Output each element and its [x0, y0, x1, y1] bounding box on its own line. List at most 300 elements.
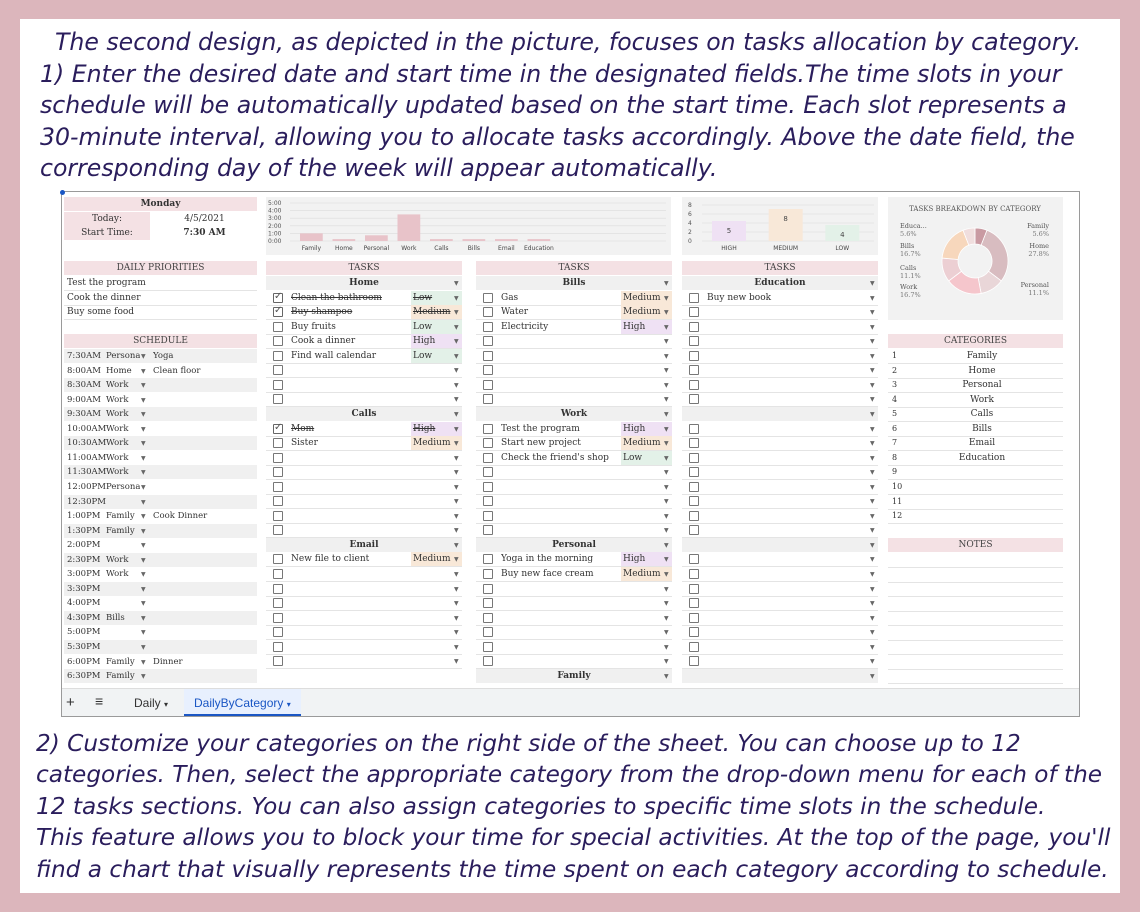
dropdown-arrow-icon[interactable]: ▼	[141, 498, 146, 506]
task-checkbox[interactable]	[483, 293, 493, 303]
dropdown-arrow-icon[interactable]: ▼	[141, 527, 146, 535]
schedule-category[interactable]: Work	[106, 438, 129, 449]
task-text[interactable]	[291, 582, 409, 596]
dropdown-arrow-icon[interactable]: ▼	[870, 498, 875, 506]
dropdown-arrow-icon[interactable]: ▼	[870, 367, 875, 375]
dropdown-arrow-icon[interactable]: ▼	[870, 512, 875, 520]
task-text[interactable]	[501, 392, 619, 406]
dropdown-arrow-icon[interactable]: ▼	[454, 512, 459, 520]
dropdown-arrow-icon[interactable]: ▼	[664, 280, 669, 287]
task-checkbox[interactable]	[689, 380, 699, 390]
dropdown-arrow-icon[interactable]: ▼	[664, 541, 669, 549]
dropdown-arrow-icon[interactable]: ▼	[664, 309, 669, 317]
dropdown-arrow-icon[interactable]: ▼	[664, 323, 669, 331]
dropdown-arrow-icon[interactable]: ▼	[664, 483, 669, 491]
dropdown-arrow-icon[interactable]: ▼	[870, 309, 875, 317]
dropdown-arrow-icon[interactable]: ▼	[870, 396, 875, 404]
schedule-category[interactable]	[106, 596, 140, 610]
task-checkbox[interactable]	[689, 322, 699, 332]
task-text[interactable]	[291, 640, 409, 654]
task-checkbox[interactable]	[483, 438, 493, 448]
schedule-task[interactable]	[153, 465, 257, 479]
dropdown-arrow-icon[interactable]: ▼	[454, 338, 459, 346]
task-text[interactable]	[707, 611, 825, 625]
task-text[interactable]	[291, 625, 409, 639]
task-text[interactable]	[291, 494, 409, 508]
task-text[interactable]	[707, 509, 825, 523]
task-checkbox[interactable]	[689, 525, 699, 535]
task-text[interactable]: Buy fruits	[291, 321, 336, 332]
task-checkbox[interactable]	[273, 569, 283, 579]
dropdown-arrow-icon[interactable]: ▼	[664, 658, 669, 666]
schedule-task[interactable]	[153, 524, 257, 538]
category-name[interactable]: Bills	[972, 423, 992, 434]
dropdown-arrow-icon[interactable]: ▼	[870, 454, 875, 462]
task-checkbox[interactable]	[689, 584, 699, 594]
task-text[interactable]	[707, 625, 825, 639]
dropdown-arrow-icon[interactable]: ▼	[664, 629, 669, 637]
task-checkbox[interactable]	[273, 525, 283, 535]
task-checkbox[interactable]	[689, 293, 699, 303]
section-category[interactable]	[682, 669, 878, 683]
schedule-task[interactable]: Dinner	[153, 656, 183, 667]
task-text[interactable]	[707, 494, 825, 508]
task-checkbox[interactable]	[273, 467, 283, 477]
dropdown-arrow-icon[interactable]: ▼	[454, 483, 459, 491]
task-checkbox[interactable]	[483, 511, 493, 521]
task-text[interactable]	[501, 334, 619, 348]
task-checkbox[interactable]	[689, 642, 699, 652]
task-checkbox[interactable]	[273, 482, 283, 492]
dropdown-arrow-icon[interactable]: ▼	[870, 585, 875, 593]
task-checkbox[interactable]	[273, 293, 283, 303]
dropdown-arrow-icon[interactable]: ▼	[664, 600, 669, 608]
task-checkbox[interactable]	[273, 642, 283, 652]
schedule-task[interactable]	[153, 582, 257, 596]
dropdown-arrow-icon[interactable]: ▼	[141, 600, 146, 608]
category-name[interactable]	[912, 495, 1052, 509]
task-checkbox[interactable]	[689, 351, 699, 361]
schedule-task[interactable]	[153, 495, 257, 509]
task-text[interactable]: Test the program	[501, 423, 580, 434]
dropdown-arrow-icon[interactable]: ▼	[870, 381, 875, 389]
schedule-task[interactable]: Clean floor	[153, 365, 201, 376]
schedule-task[interactable]	[153, 640, 257, 654]
dropdown-arrow-icon[interactable]: ▼	[454, 367, 459, 375]
dropdown-arrow-icon[interactable]: ▼	[870, 469, 875, 477]
task-text[interactable]	[501, 349, 619, 363]
schedule-task[interactable]	[153, 422, 257, 436]
task-text[interactable]	[291, 378, 409, 392]
task-checkbox[interactable]	[483, 322, 493, 332]
schedule-task[interactable]	[153, 436, 257, 450]
task-text[interactable]	[707, 640, 825, 654]
task-text[interactable]: Cook a dinner	[291, 336, 356, 347]
task-checkbox[interactable]	[483, 351, 493, 361]
dropdown-arrow-icon[interactable]: ▼	[141, 396, 146, 404]
task-text[interactable]	[501, 611, 619, 625]
section-category[interactable]: Personal	[552, 539, 596, 550]
task-checkbox[interactable]	[689, 496, 699, 506]
task-text[interactable]	[291, 596, 409, 610]
task-text[interactable]	[501, 378, 619, 392]
task-priority[interactable]: Medium	[621, 567, 672, 581]
dropdown-arrow-icon[interactable]: ▼	[664, 410, 669, 418]
dropdown-arrow-icon[interactable]: ▼	[454, 425, 459, 433]
tab-daily[interactable]	[134, 696, 168, 710]
dropdown-arrow-icon[interactable]: ▼	[141, 411, 146, 419]
dropdown-arrow-icon[interactable]: ▼	[664, 614, 669, 622]
dropdown-arrow-icon[interactable]: ▼	[454, 643, 459, 651]
task-text[interactable]	[501, 494, 619, 508]
task-text[interactable]	[707, 378, 825, 392]
section-category[interactable]	[682, 538, 878, 552]
task-text[interactable]	[707, 465, 825, 479]
dropdown-arrow-icon[interactable]: ▼	[141, 614, 146, 622]
task-checkbox[interactable]	[689, 569, 699, 579]
task-checkbox[interactable]	[273, 496, 283, 506]
task-checkbox[interactable]	[689, 453, 699, 463]
schedule-task[interactable]	[153, 378, 257, 392]
task-checkbox[interactable]	[273, 365, 283, 375]
task-text[interactable]: Buy new book	[707, 292, 772, 303]
task-text[interactable]	[501, 363, 619, 377]
task-text[interactable]	[707, 451, 825, 465]
task-checkbox[interactable]	[689, 336, 699, 346]
dropdown-arrow-icon[interactable]: ▼	[141, 585, 146, 593]
section-category[interactable]	[682, 407, 878, 421]
dropdown-arrow-icon[interactable]: ▼	[870, 294, 875, 302]
dropdown-arrow-icon[interactable]: ▼	[664, 396, 669, 404]
task-text[interactable]	[707, 523, 825, 537]
task-checkbox[interactable]	[273, 598, 283, 608]
dropdown-arrow-icon[interactable]: ▼	[454, 527, 459, 535]
dropdown-arrow-icon[interactable]: ▼	[870, 600, 875, 608]
dropdown-arrow-icon[interactable]: ▼	[141, 629, 146, 637]
section-category[interactable]: Family	[557, 670, 591, 681]
task-checkbox[interactable]	[273, 511, 283, 521]
schedule-category[interactable]: Work	[106, 423, 129, 434]
task-text[interactable]	[707, 320, 825, 334]
task-checkbox[interactable]	[273, 554, 283, 564]
task-text[interactable]: Start new project	[501, 438, 581, 449]
dropdown-arrow-icon[interactable]: ▼	[664, 571, 669, 578]
dropdown-arrow-icon[interactable]: ▼	[664, 643, 669, 651]
task-text[interactable]	[291, 611, 409, 625]
task-text[interactable]	[291, 567, 409, 581]
dropdown-arrow-icon[interactable]: ▼	[141, 425, 146, 433]
task-checkbox[interactable]	[483, 496, 493, 506]
schedule-task[interactable]	[153, 407, 257, 421]
schedule-category[interactable]	[106, 495, 140, 509]
dropdown-arrow-icon[interactable]: ▼	[870, 425, 875, 433]
task-text[interactable]: Buy shampoo	[291, 307, 353, 318]
schedule-category[interactable]: Family	[106, 656, 135, 667]
dropdown-arrow-icon[interactable]: ▼	[870, 614, 875, 622]
section-category[interactable]: Bills	[562, 278, 586, 288]
schedule-category[interactable]: Family	[106, 671, 135, 682]
dropdown-arrow-icon[interactable]: ▼	[141, 454, 146, 462]
task-checkbox[interactable]	[483, 380, 493, 390]
task-checkbox[interactable]	[273, 453, 283, 463]
task-checkbox[interactable]	[483, 598, 493, 608]
schedule-category[interactable]: Bills	[106, 612, 125, 623]
task-priority[interactable]: Low	[411, 320, 462, 334]
dropdown-arrow-icon[interactable]: ▼	[870, 629, 875, 637]
category-name[interactable]: Work	[970, 394, 994, 405]
section-category[interactable]: Calls	[351, 408, 377, 419]
dropdown-arrow-icon[interactable]: ▼	[454, 600, 459, 608]
tab-daily-dropdown-icon[interactable]: ▾	[164, 700, 169, 709]
dropdown-arrow-icon[interactable]: ▼	[664, 440, 669, 448]
schedule-task[interactable]	[153, 553, 257, 567]
task-text[interactable]: Buy new face cream	[501, 569, 594, 579]
task-text[interactable]	[707, 334, 825, 348]
task-checkbox[interactable]	[483, 627, 493, 637]
task-checkbox[interactable]	[689, 554, 699, 564]
task-text[interactable]: Check the friend's shop	[501, 452, 609, 463]
task-checkbox[interactable]	[483, 365, 493, 375]
dropdown-arrow-icon[interactable]: ▼	[454, 309, 459, 317]
schedule-task[interactable]	[153, 567, 257, 581]
task-text[interactable]	[707, 567, 825, 581]
schedule-category[interactable]: Work	[106, 569, 129, 580]
task-text[interactable]	[501, 480, 619, 494]
dropdown-arrow-icon[interactable]: ▼	[664, 469, 669, 477]
dropdown-arrow-icon[interactable]: ▼	[141, 469, 146, 477]
dropdown-arrow-icon[interactable]: ▼	[870, 410, 875, 418]
task-checkbox[interactable]	[273, 351, 283, 361]
task-text[interactable]	[291, 392, 409, 406]
task-text[interactable]	[707, 654, 825, 668]
task-priority[interactable]: Medium	[621, 291, 672, 305]
dropdown-arrow-icon[interactable]: ▼	[454, 454, 459, 462]
dropdown-arrow-icon[interactable]: ▼	[141, 483, 146, 491]
task-checkbox[interactable]	[483, 394, 493, 404]
task-text[interactable]	[291, 509, 409, 523]
schedule-task[interactable]	[153, 611, 257, 625]
dropdown-arrow-icon[interactable]: ▼	[664, 425, 669, 433]
task-text[interactable]	[501, 509, 619, 523]
task-checkbox[interactable]	[483, 467, 493, 477]
dropdown-arrow-icon[interactable]: ▼	[454, 410, 459, 418]
task-checkbox[interactable]	[483, 424, 493, 434]
task-text[interactable]: Gas	[501, 292, 519, 303]
task-priority[interactable]: Low	[411, 349, 462, 363]
dropdown-arrow-icon[interactable]: ▼	[141, 353, 146, 360]
task-text[interactable]	[707, 349, 825, 363]
task-text[interactable]	[707, 363, 825, 377]
task-checkbox[interactable]	[483, 453, 493, 463]
task-checkbox[interactable]	[689, 394, 699, 404]
task-text[interactable]	[501, 596, 619, 610]
task-priority[interactable]: High	[621, 552, 672, 566]
task-text[interactable]: Clean the bathroom	[291, 292, 382, 303]
category-name[interactable]: Family	[966, 351, 998, 361]
task-checkbox[interactable]	[483, 569, 493, 579]
today-value[interactable]: 4/5/2021	[184, 214, 225, 224]
dropdown-arrow-icon[interactable]: ▼	[870, 323, 875, 331]
dropdown-arrow-icon[interactable]: ▼	[664, 338, 669, 346]
dropdown-arrow-icon[interactable]: ▼	[870, 541, 875, 549]
task-text[interactable]	[707, 392, 825, 406]
task-text[interactable]: Water	[501, 307, 529, 318]
dropdown-arrow-icon[interactable]: ▼	[870, 352, 875, 360]
task-checkbox[interactable]	[273, 584, 283, 594]
schedule-category[interactable]: Work	[106, 394, 129, 405]
task-text[interactable]	[291, 465, 409, 479]
dropdown-arrow-icon[interactable]: ▼	[664, 527, 669, 535]
add-sheet-icon[interactable]: +	[66, 694, 75, 711]
schedule-task[interactable]	[153, 669, 257, 683]
schedule-category[interactable]: Work	[106, 409, 129, 420]
schedule-category[interactable]	[106, 582, 140, 596]
task-text[interactable]	[501, 465, 619, 479]
dropdown-arrow-icon[interactable]: ▼	[664, 556, 669, 564]
section-category[interactable]: Home	[349, 278, 379, 288]
dropdown-arrow-icon[interactable]: ▼	[454, 440, 459, 448]
all-sheets-icon[interactable]: ≡	[95, 693, 104, 709]
task-checkbox[interactable]	[689, 656, 699, 666]
dropdown-arrow-icon[interactable]: ▼	[454, 541, 459, 549]
priority-item[interactable]: Buy some food	[67, 307, 135, 318]
dropdown-arrow-icon[interactable]: ▼	[664, 512, 669, 520]
task-text[interactable]	[501, 654, 619, 668]
task-checkbox[interactable]	[483, 482, 493, 492]
dropdown-arrow-icon[interactable]: ▼	[454, 658, 459, 666]
category-name[interactable]: Calls	[970, 409, 994, 420]
task-text[interactable]	[501, 523, 619, 537]
dropdown-arrow-icon[interactable]: ▼	[870, 571, 875, 578]
task-text[interactable]: New file to client	[291, 554, 370, 565]
tab-daily-by-category[interactable]	[184, 689, 301, 716]
schedule-task[interactable]	[153, 596, 257, 610]
task-checkbox[interactable]	[273, 613, 283, 623]
task-checkbox[interactable]	[483, 613, 493, 623]
task-text[interactable]: Sister	[291, 438, 318, 449]
task-text[interactable]	[707, 552, 825, 566]
task-text[interactable]: Yoga in the morning	[501, 554, 594, 565]
task-priority[interactable]: Medium	[411, 305, 462, 319]
dropdown-arrow-icon[interactable]: ▼	[664, 454, 669, 462]
task-checkbox[interactable]	[689, 424, 699, 434]
dropdown-arrow-icon[interactable]: ▼	[454, 294, 459, 302]
task-checkbox[interactable]	[483, 525, 493, 535]
schedule-category[interactable]	[106, 625, 140, 639]
task-checkbox[interactable]	[273, 336, 283, 346]
task-text[interactable]: Mom	[291, 423, 315, 434]
task-checkbox[interactable]	[483, 307, 493, 317]
dropdown-arrow-icon[interactable]: ▼	[454, 280, 459, 287]
task-checkbox[interactable]	[689, 598, 699, 608]
task-text[interactable]	[707, 596, 825, 610]
dropdown-arrow-icon[interactable]: ▼	[454, 629, 459, 637]
schedule-category[interactable]: Work	[106, 554, 129, 565]
section-category[interactable]: Education	[754, 278, 806, 288]
task-checkbox[interactable]	[273, 438, 283, 448]
dropdown-arrow-icon[interactable]: ▼	[141, 513, 146, 521]
schedule-category[interactable]: Work	[106, 380, 129, 391]
dropdown-arrow-icon[interactable]: ▼	[870, 338, 875, 346]
task-checkbox[interactable]	[689, 511, 699, 521]
task-text[interactable]	[707, 422, 825, 436]
schedule-category[interactable]: Persona	[106, 481, 140, 492]
task-priority[interactable]: Medium	[621, 436, 672, 450]
task-checkbox[interactable]	[483, 642, 493, 652]
dropdown-arrow-icon[interactable]: ▼	[454, 498, 459, 506]
dropdown-arrow-icon[interactable]: ▼	[454, 469, 459, 477]
schedule-category[interactable]: Persona	[106, 351, 140, 361]
task-checkbox[interactable]	[483, 336, 493, 346]
schedule-task[interactable]	[153, 451, 257, 465]
task-checkbox[interactable]	[273, 380, 283, 390]
category-name[interactable]: Email	[968, 438, 996, 449]
task-text[interactable]: Find wall calendar	[291, 350, 377, 361]
task-priority[interactable]: High	[411, 422, 462, 436]
dropdown-arrow-icon[interactable]: ▼	[454, 396, 459, 404]
dropdown-arrow-icon[interactable]: ▼	[141, 542, 146, 550]
schedule-category[interactable]: Home	[106, 365, 132, 376]
dropdown-arrow-icon[interactable]: ▼	[870, 556, 875, 564]
priority-item[interactable]: Test the program	[67, 278, 146, 288]
category-name[interactable]: Education	[958, 452, 1006, 463]
schedule-category[interactable]: Family	[106, 525, 135, 536]
task-priority[interactable]: Medium	[411, 436, 462, 450]
task-checkbox[interactable]	[689, 627, 699, 637]
tab-by-category-dropdown-icon[interactable]: ▾	[286, 700, 291, 709]
category-name[interactable]: Home	[968, 365, 996, 376]
schedule-task[interactable]: Yoga	[153, 351, 174, 361]
task-checkbox[interactable]	[689, 613, 699, 623]
task-text[interactable]: Electricity	[501, 321, 549, 332]
schedule-task[interactable]: Cook Dinner	[153, 511, 208, 522]
priority-item[interactable]: Cook the dinner	[67, 292, 141, 303]
dropdown-arrow-icon[interactable]: ▼	[454, 585, 459, 593]
task-text[interactable]	[291, 451, 409, 465]
dropdown-arrow-icon[interactable]: ▼	[870, 483, 875, 491]
dropdown-arrow-icon[interactable]: ▼	[664, 367, 669, 375]
dropdown-arrow-icon[interactable]: ▼	[141, 556, 146, 564]
task-text[interactable]	[291, 654, 409, 668]
schedule-category[interactable]: Work	[106, 467, 129, 478]
dropdown-arrow-icon[interactable]: ▼	[664, 585, 669, 593]
task-checkbox[interactable]	[689, 438, 699, 448]
dropdown-arrow-icon[interactable]: ▼	[870, 527, 875, 535]
schedule-task[interactable]	[153, 625, 257, 639]
task-priority[interactable]: High	[621, 422, 672, 436]
task-text[interactable]	[291, 523, 409, 537]
dropdown-arrow-icon[interactable]: ▼	[664, 294, 669, 302]
task-checkbox[interactable]	[273, 394, 283, 404]
task-checkbox[interactable]	[483, 584, 493, 594]
task-text[interactable]	[501, 582, 619, 596]
schedule-category[interactable]: Work	[106, 452, 129, 463]
category-name[interactable]	[912, 465, 1052, 479]
task-priority[interactable]: Medium	[411, 552, 462, 566]
task-priority[interactable]: Low	[411, 291, 462, 305]
dropdown-arrow-icon[interactable]: ▼	[664, 352, 669, 360]
category-name[interactable]	[912, 509, 1052, 523]
schedule-task[interactable]	[153, 538, 257, 552]
dropdown-arrow-icon[interactable]: ▼	[454, 556, 459, 564]
selection-handle[interactable]	[60, 190, 65, 195]
task-priority[interactable]: High	[411, 334, 462, 348]
task-checkbox[interactable]	[273, 627, 283, 637]
dropdown-arrow-icon[interactable]: ▼	[664, 381, 669, 389]
dropdown-arrow-icon[interactable]: ▼	[870, 672, 875, 680]
dropdown-arrow-icon[interactable]: ▼	[870, 440, 875, 448]
task-checkbox[interactable]	[273, 307, 283, 317]
